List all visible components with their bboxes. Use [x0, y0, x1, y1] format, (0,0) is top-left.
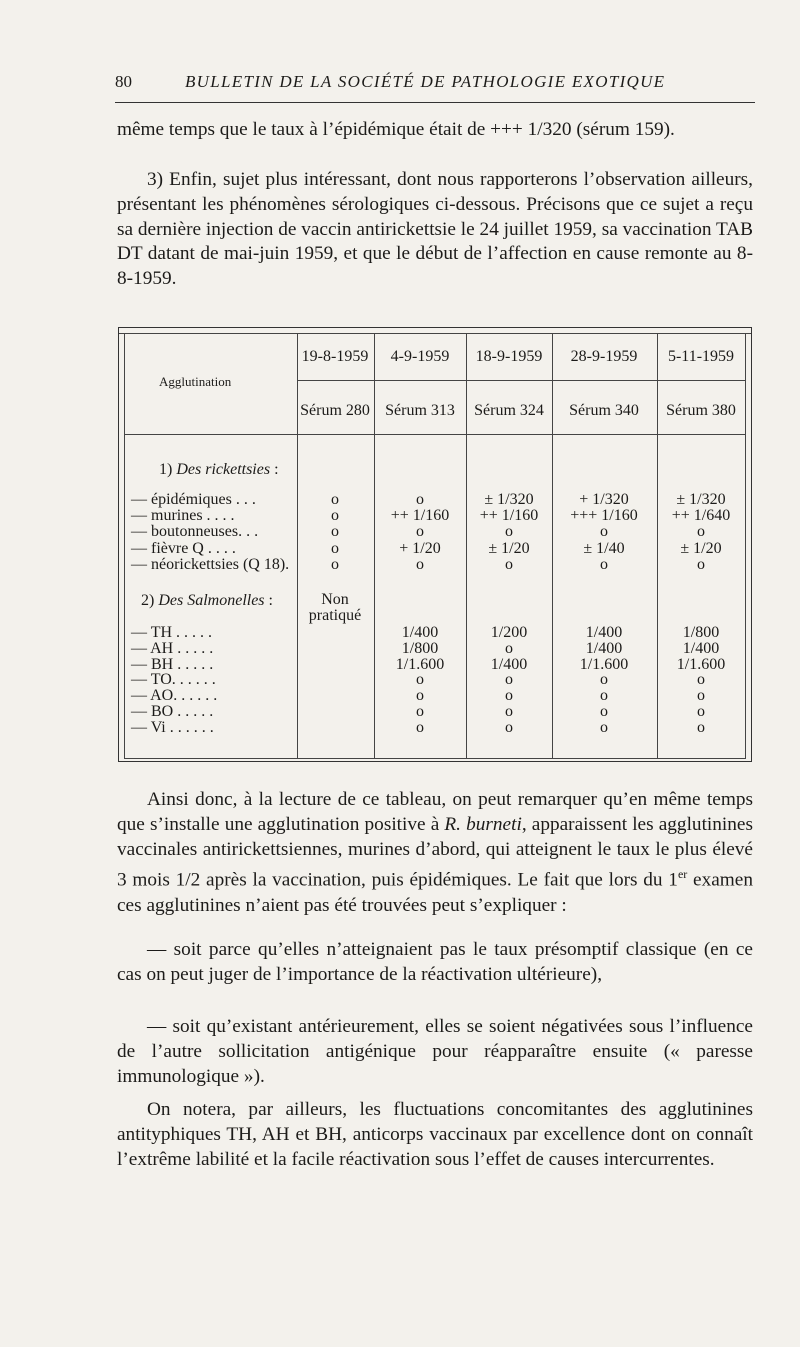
row-label: — fièvre Q . . . . — [131, 539, 236, 557]
cell-value: o — [416, 555, 424, 573]
paragraph-continuation: même temps que le taux à l’épidémique était de +++ 1/320 (sérum 159). — [117, 119, 675, 140]
cell-value: 1/800 — [682, 624, 720, 641]
cell-value: ++ 1/160 — [479, 507, 539, 525]
date-header: 18-9-1959 — [475, 348, 543, 365]
row-label: — murines . . . . — [131, 507, 235, 525]
header-mid-rule — [297, 380, 745, 381]
serum-header: Sérum 340 — [569, 402, 639, 419]
cell-value: ++ 1/160 — [390, 507, 450, 525]
date-header: 4-9-1959 — [390, 348, 450, 365]
section-title-salmonelles: 2) Des Salmonelles : — [141, 592, 273, 609]
row-label: — TO. . . . . . — [131, 671, 216, 689]
row-label: — TH . . . . . — [131, 624, 213, 641]
serum-header: Sérum 324 — [474, 402, 544, 419]
page-number: 80 — [115, 72, 132, 91]
cell-value: 1/1.600 — [676, 655, 726, 673]
date-header: 5-11-1959 — [667, 348, 735, 365]
cell-value: o — [505, 671, 513, 689]
cell-value: o — [416, 491, 424, 508]
cell-value: +++ 1/160 — [570, 507, 638, 525]
cell-value: o — [697, 555, 705, 573]
species-name: R. burneti — [444, 813, 522, 835]
date-header: 28-9-1959 — [570, 348, 638, 365]
table-bottom-rule — [124, 758, 746, 759]
serum-header: Sérum 313 — [385, 402, 455, 419]
cell-value: ++ 1/640 — [671, 507, 731, 525]
cell-value: 1/400 — [401, 624, 439, 641]
cell-value: o — [416, 687, 424, 705]
cell-value: o — [600, 687, 608, 705]
cell-value: o — [600, 555, 608, 573]
cell-value: o — [600, 671, 608, 689]
row-label: — AH . . . . . — [131, 639, 214, 657]
cell-value: 1/400 — [585, 639, 623, 657]
cell-value: o — [505, 687, 513, 705]
serology-table — [118, 327, 752, 762]
cell-value: ± 1/320 — [484, 491, 534, 508]
cell-value: ± 1/20 — [680, 539, 722, 557]
cell-value: o — [697, 687, 705, 705]
cell-value: ± 1/20 — [488, 539, 530, 557]
cell-value: 1/400 — [585, 624, 623, 641]
cell-value: o — [505, 555, 513, 573]
cell-value: o — [697, 671, 705, 689]
cell-value: o — [416, 718, 424, 736]
row-label: — Vi . . . . . . — [131, 718, 214, 736]
cell-value: o — [505, 639, 513, 657]
cell-value: 1/1.600 — [395, 655, 445, 673]
not-done-note: Non pratiqué — [308, 591, 362, 624]
cell-value: o — [331, 539, 339, 557]
paragraph-fluctuations: On notera, par ailleurs, les fluctuations concomitantes des agglutinines antityphiques TH, AH et BH, anticorps vaccinaux par excellence dont on connaît l’extrême labilité et la facile réactivation sous l’effet de causes intercurrentes. — [117, 1099, 753, 1170]
cell-value: 1/400 — [490, 655, 528, 673]
cell-value: o — [505, 703, 513, 720]
cell-value: o — [697, 718, 705, 736]
paragraph-conclusion: Ainsi donc, à la lecture de ce tableau, on peut remarquer qu’en même temps que s’installe une agglutination positive à R. burneti, apparaissent les agglutinines vaccinales antirickettsiennes, murines d’abord, qui atteignent le taux le plus élevé 3 mois 1/2 après la vaccination, puis épidémiques. Le fait que lors du 1er examen ces agglutinines n’aient pas été trouvées peut s’expliquer : — [117, 789, 753, 916]
cell-value: + 1/320 — [579, 491, 629, 508]
row-label: — BH . . . . . — [131, 655, 214, 673]
header-rule — [115, 102, 755, 103]
journal-title: BULLETIN DE LA SOCIÉTÉ DE PATHOLOGIE EXOTIQUE — [185, 72, 666, 91]
cell-value: + 1/20 — [399, 539, 441, 557]
row-label: — épidémiques . . . — [131, 491, 256, 508]
table-left-rule — [124, 333, 125, 758]
agglutination-header: Agglutination — [159, 374, 232, 389]
cell-value: o — [331, 555, 339, 573]
row-label: — boutonneuses. . . — [131, 523, 259, 541]
cell-value: o — [416, 671, 424, 689]
cell-value: o — [697, 703, 705, 720]
paragraph-hypothesis-2: — soit qu’existant antérieurement, elles se soient négativées sous l’influence de l’autre sollicitation antigénique pour réapparaître ensuite (« paresse immunologique »). — [117, 1016, 753, 1087]
serum-header: Sérum 280 — [300, 402, 370, 419]
cell-value: ± 1/40 — [583, 539, 625, 557]
cell-value: 1/200 — [490, 624, 528, 641]
cell-value: o — [697, 523, 705, 541]
cell-value: o — [331, 491, 339, 508]
cell-value: o — [416, 523, 424, 541]
date-header: 19-8-1959 — [301, 348, 369, 365]
row-label: — BO . . . . . — [131, 703, 214, 720]
cell-value: o — [505, 523, 513, 541]
header-bottom-rule — [124, 434, 746, 435]
cell-value: o — [600, 703, 608, 720]
serum-header: Sérum 380 — [666, 402, 736, 419]
cell-value: o — [600, 523, 608, 541]
cell-value: o — [331, 507, 339, 525]
running-header — [115, 72, 755, 92]
section-title-rickettsies: 1) Des rickettsies : — [159, 461, 279, 478]
cell-value: o — [600, 718, 608, 736]
row-label: — AO. . . . . . — [131, 687, 218, 705]
paragraph-case-3: 3) Enfin, sujet plus intéressant, dont nous rapporterons l’observation ailleurs, présentant les phénomènes sérologiques ci-dessous. Précisons que ce sujet a reçu sa dernière injection de vaccin antirickettsie le 24 juillet 1959, sa vaccination TAB DT datant de mai-juin 1959, et que le début de l’affection en cause remonte au 8-8-1959. — [117, 169, 753, 290]
cell-value: 1/1.600 — [579, 655, 629, 673]
cell-value: 1/400 — [682, 639, 720, 657]
cell-value: o — [505, 718, 513, 736]
cell-value: o — [331, 523, 339, 541]
row-label: — néorickettsies (Q 18). — [131, 555, 290, 573]
cell-value: ± 1/320 — [676, 491, 726, 508]
cell-value: o — [416, 703, 424, 720]
paragraph-hypothesis-1: — soit parce qu’elles n’atteignaient pas le taux présomptif classique (en ce cas on peut juger de l’importance de la réactivation ultérieure), — [117, 939, 753, 985]
cell-value: 1/800 — [401, 639, 439, 657]
